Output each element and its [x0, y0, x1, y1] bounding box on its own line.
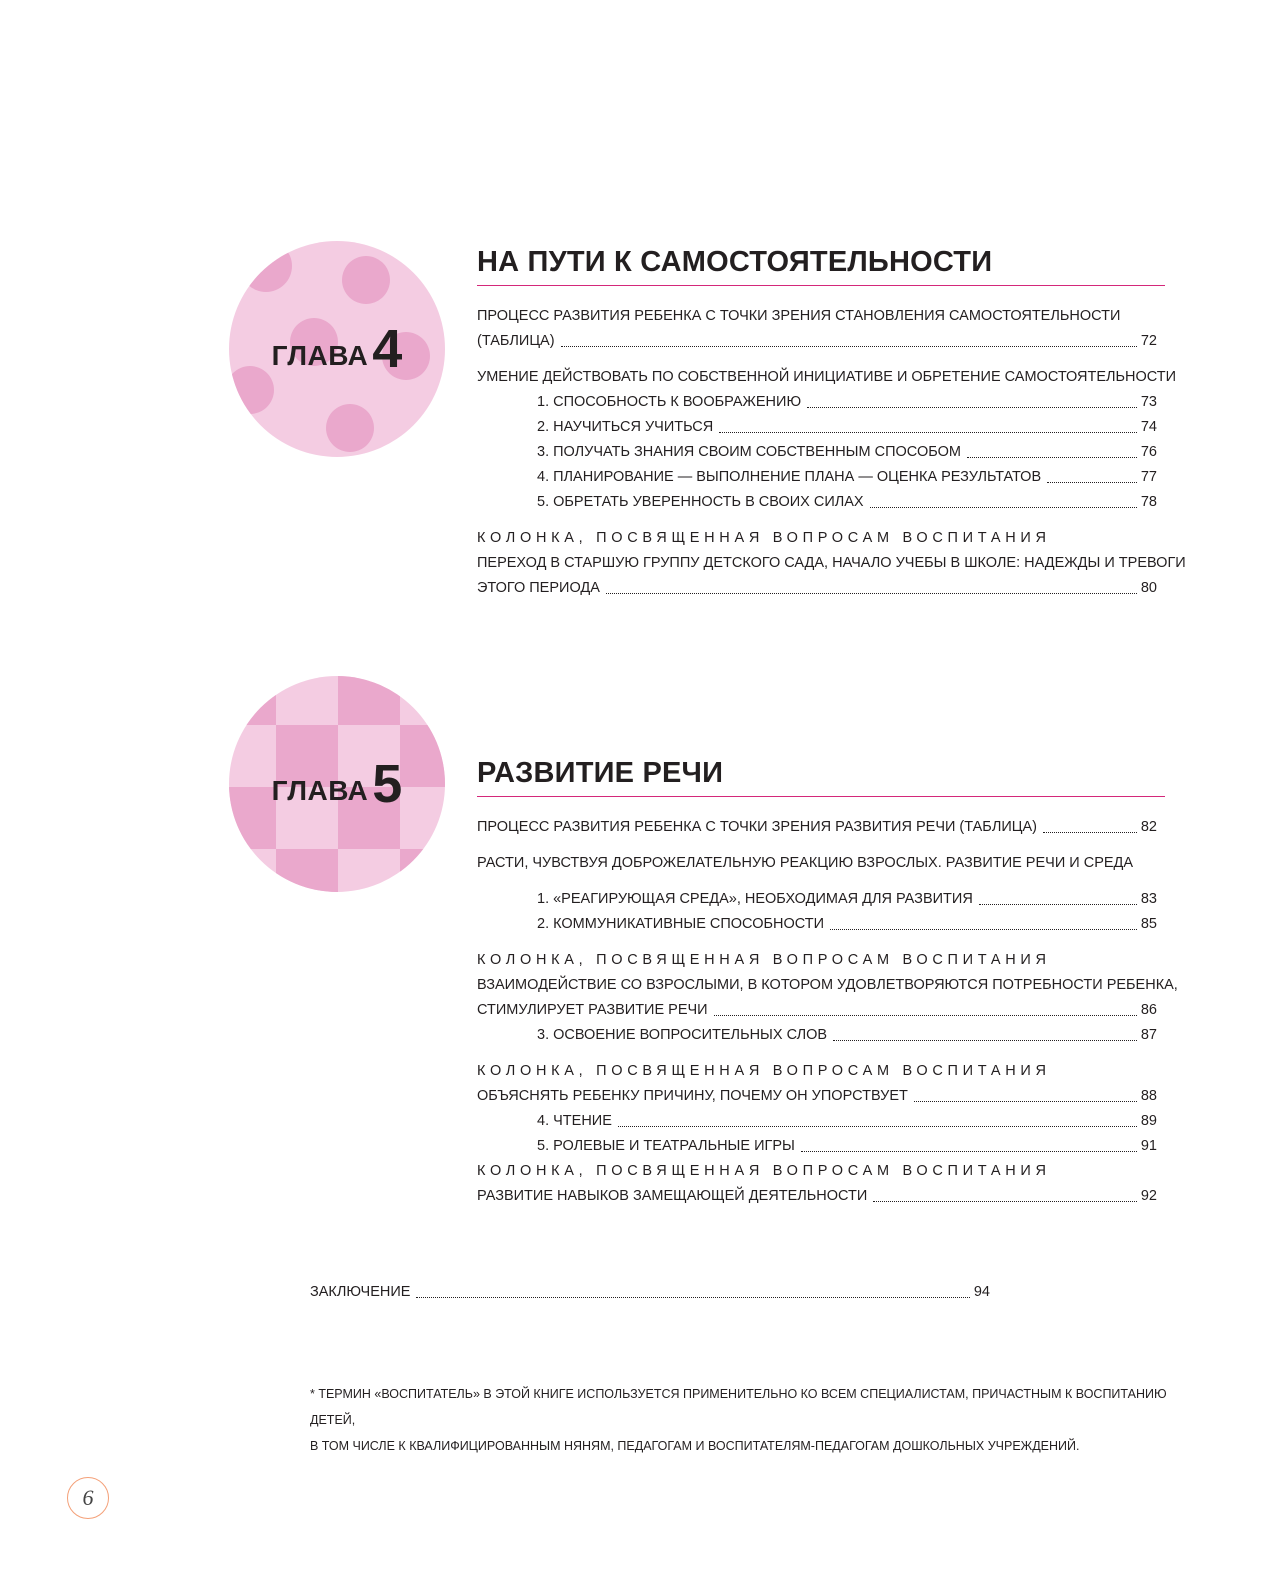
toc-entry-text: 3. ОСВОЕНИЕ ВОПРОСИТЕЛЬНЫХ СЛОВ	[537, 1027, 828, 1043]
page-number: 86	[1140, 1002, 1157, 1018]
toc-entry[interactable]	[477, 576, 1157, 601]
dot-leader	[830, 905, 1137, 930]
page-number-badge	[67, 1477, 109, 1519]
page-number: 91	[1140, 1138, 1157, 1154]
toc-entry[interactable]	[477, 490, 1157, 515]
dot-leader	[416, 1273, 969, 1298]
toc-entry-text: СТИМУЛИРУЕТ РАЗВИТИЕ РЕЧИ	[477, 1002, 708, 1018]
section-heading-text: УМЕНИЕ ДЕЙСТВОВАТЬ ПО СОБСТВЕННОЙ ИНИЦИАТИВЕ И ОБРЕТЕНИЕ САМОСТОЯТЕЛЬНОСТИ	[477, 369, 1177, 385]
toc-entry[interactable]	[310, 1280, 990, 1305]
chapter-5-toc	[477, 815, 1178, 1209]
toc-entry[interactable]	[477, 815, 1157, 840]
dot-leader	[979, 880, 1137, 905]
dot-leader	[606, 569, 1137, 594]
toc-entry-text: ВЗАИМОДЕЙСТВИЕ СО ВЗРОСЛЫМИ, В КОТОРОМ УДОВЛЕТВОРЯЮТСЯ ПОТРЕБНОСТИ РЕБЕНКА,	[477, 977, 1178, 993]
page-number: 94	[973, 1284, 990, 1300]
toc-entry-text: 1. СПОСОБНОСТЬ К ВООБРАЖЕНИЮ	[537, 394, 802, 410]
column-heading-text: КОЛОНКА, ПОСВЯЩЕННАЯ ВОПРОСАМ ВОСПИТАНИЯ	[477, 952, 1051, 968]
toc-entry-text: 4. ЧТЕНИЕ	[537, 1113, 612, 1129]
page-number: 74	[1140, 419, 1157, 435]
toc-entry[interactable]	[477, 1023, 1157, 1048]
page-number-text: 6	[82, 1485, 94, 1510]
toc-entry-text: ПРОЦЕСС РАЗВИТИЯ РЕБЕНКА С ТОЧКИ ЗРЕНИЯ СТАНОВЛЕНИЯ САМОСТОЯТЕЛЬНОСТИ	[477, 308, 1121, 324]
page-number: 72	[1140, 333, 1157, 349]
toc-entry-text: 2. КОММУНИКАТИВНЫЕ СПОСОБНОСТИ	[537, 916, 825, 932]
dot-leader	[714, 991, 1137, 1016]
page-number: 73	[1140, 394, 1157, 410]
page-number: 85	[1140, 916, 1157, 932]
dot-leader	[719, 408, 1137, 433]
page-number: 78	[1140, 494, 1157, 510]
toc-entry-text: РАЗВИТИЕ НАВЫКОВ ЗАМЕЩАЮЩЕЙ ДЕЯТЕЛЬНОСТИ	[477, 1188, 868, 1204]
dot-leader	[561, 322, 1137, 347]
column-heading	[477, 948, 1157, 973]
toc-entry-text: 5. РОЛЕВЫЕ И ТЕАТРАЛЬНЫЕ ИГРЫ	[537, 1138, 795, 1154]
chapter-5-label	[226, 673, 448, 895]
column-heading-text: КОЛОНКА, ПОСВЯЩЕННАЯ ВОПРОСАМ ВОСПИТАНИЯ	[477, 1163, 1051, 1179]
dot-leader	[914, 1077, 1137, 1102]
toc-entry-text: ОБЪЯСНЯТЬ РЕБЕНКУ ПРИЧИНУ, ПОЧЕМУ ОН УПОРСТВУЕТ	[477, 1088, 908, 1104]
column-heading-text: КОЛОНКА, ПОСВЯЩЕННАЯ ВОПРОСАМ ВОСПИТАНИЯ	[477, 1063, 1051, 1079]
column-heading-text: КОЛОНКА, ПОСВЯЩЕННАЯ ВОПРОСАМ ВОСПИТАНИЯ	[477, 530, 1051, 546]
page-number: 82	[1140, 819, 1157, 835]
page-number: 87	[1140, 1027, 1157, 1043]
chapter-4-toc	[477, 304, 1186, 601]
toc-entry[interactable]	[477, 1184, 1157, 1209]
dot-leader	[618, 1102, 1137, 1127]
page-number: 89	[1140, 1113, 1157, 1129]
toc-entry[interactable]	[477, 912, 1157, 937]
toc-entry-text: 3. ПОЛУЧАТЬ ЗНАНИЯ СВОИМ СОБСТВЕННЫМ СПОСОБОМ	[537, 444, 961, 460]
page-number: 92	[1140, 1188, 1157, 1204]
page-number: 83	[1140, 891, 1157, 907]
section-heading-text: РАСТИ, ЧУВСТВУЯ ДОБРОЖЕЛАТЕЛЬНУЮ РЕАКЦИЮ ВЗРОСЛЫХ. РАЗВИТИЕ РЕЧИ И СРЕДА	[477, 855, 1134, 871]
toc-entry-text: 1. «РЕАГИРУЮЩАЯ СРЕДА», НЕОБХОДИМАЯ ДЛЯ РАЗВИТИЯ	[537, 891, 973, 907]
footnote-line: * ТЕРМИН «ВОСПИТАТЕЛЬ» В ЭТОЙ КНИГЕ ИСПОЛЬЗУЕТСЯ ПРИМЕНИТЕЛЬНО КО ВСЕМ СПЕЦИАЛИСТАМ, ПРИЧАСТНЫМ К ВОСПИТАНИЮ ДЕТЕЙ,	[310, 1387, 1167, 1427]
chapter-4-badge	[226, 238, 448, 460]
footnote-line: В ТОМ ЧИСЛЕ К КВАЛИФИЦИРОВАННЫМ НЯНЯМ, ПЕДАГОГАМ И ВОСПИТАТЕЛЯМ-ПЕДАГОГАМ ДОШКОЛЬНЫХ УЧРЕЖДЕНИЙ.	[310, 1439, 1080, 1453]
dot-leader	[801, 1127, 1137, 1152]
toc-entry-text: ПЕРЕХОД В СТАРШУЮ ГРУППУ ДЕТСКОГО САДА, НАЧАЛО УЧЕБЫ В ШКОЛЕ: НАДЕЖДЫ И ТРЕВОГИ	[477, 555, 1186, 571]
page-number: 76	[1140, 444, 1157, 460]
column-heading	[477, 526, 1157, 551]
dot-leader	[807, 383, 1137, 408]
toc-entry-text: 5. ОБРЕТАТЬ УВЕРЕННОСТЬ В СВОИХ СИЛАХ	[537, 494, 864, 510]
chapter-4-label	[226, 238, 448, 460]
chapter-4-title: НА ПУТИ К САМОСТОЯТЕЛЬНОСТИ	[477, 246, 1165, 286]
chapter-number: 4	[372, 319, 403, 379]
toc-entry-text: ЗАКЛЮЧЕНИЕ	[310, 1284, 411, 1300]
dot-leader	[873, 1177, 1137, 1202]
toc-entry[interactable]	[477, 1134, 1157, 1159]
toc-entry[interactable]	[477, 329, 1157, 354]
conclusion-entry	[310, 1280, 990, 1305]
chapter-5-title: РАЗВИТИЕ РЕЧИ	[477, 757, 1165, 797]
page-number: 80	[1140, 580, 1157, 596]
toc-entry-text: ЭТОГО ПЕРИОДА	[477, 580, 600, 596]
chapter-word: ГЛАВА	[271, 340, 369, 371]
toc-entry-text: ПРОЦЕСС РАЗВИТИЯ РЕБЕНКА С ТОЧКИ ЗРЕНИЯ РАЗВИТИЯ РЕЧИ (ТАБЛИЦА)	[477, 819, 1037, 835]
page-number: 88	[1140, 1088, 1157, 1104]
chapter-number: 5	[372, 754, 403, 814]
toc-section-heading	[477, 851, 1157, 876]
toc-entry-text: 4. ПЛАНИРОВАНИЕ — ВЫПОЛНЕНИЕ ПЛАНА — ОЦЕНКА РЕЗУЛЬТАТОВ	[537, 469, 1042, 485]
chapter-word: ГЛАВА	[271, 775, 369, 806]
toc-entry-text: 2. НАУЧИТЬСЯ УЧИТЬСЯ	[537, 419, 714, 435]
dot-leader	[1043, 808, 1137, 833]
page-number: 77	[1140, 469, 1157, 485]
dot-leader	[1047, 458, 1137, 483]
dot-leader	[967, 433, 1137, 458]
dot-leader	[870, 483, 1137, 508]
dot-leader	[833, 1016, 1137, 1041]
chapter-5-badge	[226, 673, 448, 895]
toc-entry-text: (ТАБЛИЦА)	[477, 333, 555, 349]
footnote	[310, 1381, 1190, 1459]
